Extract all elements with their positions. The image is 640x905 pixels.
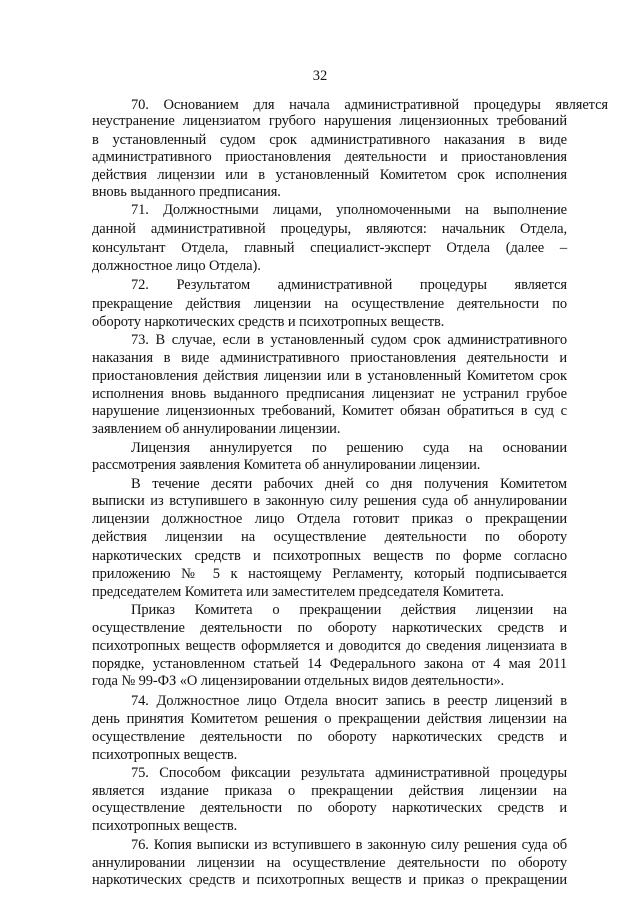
text-line: в установленный судом срок административного наказания в виде [92,131,567,148]
text-line: осуществление деятельности по обороту наркотических средств и [92,800,567,817]
text-line: является издание приказа о прекращении действия лицензии на [92,782,567,799]
text-line: обороту наркотических средств и психотропных веществ. [92,314,445,331]
text-line: приостановления действия лицензии или в установленный Комитетом срок [92,367,567,384]
text-line: 73. В случае, если в установленный судом срок административного [131,332,567,349]
text-line: лицензии должностное лицо Отдела готовит приказ о прекращении [92,511,567,528]
text-line: психотропных веществ оформляется и доводится до сведения лицензиата в [92,637,567,654]
text-line: вновь выданного предписания. [92,184,281,201]
text-line: день принятия Комитетом решения о прекращении действия лицензии на [92,711,567,728]
text-line: осуществление деятельности по обороту наркотических средств и [92,729,567,746]
text-line: исполнения вновь выданного предписания лицензиат не устранил грубое [92,385,567,402]
text-line: наказания в виде административного приостановления деятельности и [92,349,567,366]
text-line: наркотических средств и психотропных веществ и приказ о прекращении [92,872,567,888]
text-line: нарушение лицензионных требований, Комитет обязан обратиться в суд с [92,403,567,420]
text-line: 72. Результатом административной процедуры является [131,276,567,293]
text-line: осуществление деятельности по обороту наркотических средств и [92,620,567,637]
text-line: психотропных веществ. [92,818,238,835]
text-line: председателем Комитета или заместителем председателя Комитета. [92,583,504,600]
text-line: 71. Должностными лицами, уполномоченными на выполнение [131,202,567,219]
page-number: 32 [312,68,328,84]
text-line: В течение десяти рабочих дней со дня получения Комитетом [131,475,567,492]
text-line: наркотических средств и психотропных веществ по форме согласно [92,547,567,564]
text-line: года № 99-ФЗ «О лицензировании отдельных видов деятельности». [92,673,505,690]
text-line: Приказ Комитета о прекращении действия лицензии на [131,602,567,619]
text-line: данной административной процедуры, являются: начальник Отдела, [92,221,567,238]
text-line: 76. Копия выписки из вступившего в законную силу решения суда об [131,836,567,853]
text-line: должностное лицо Отдела). [92,257,261,274]
text-line: 74. Должностное лицо Отдела вносит запись в реестр лицензий в [131,693,567,709]
text-line: выписки из вступившего в законную силу решения суда об аннулировании [92,493,567,510]
text-line: административного приостановления деятельности и приостановления [92,148,567,165]
text-line: прекращение действия лицензии на осуществление деятельности по [92,295,567,312]
text-line: 70. Основанием для начала административной процедуры является [131,97,608,113]
text-line: психотропных веществ. [92,746,238,763]
text-line: порядке, установленном статьей 14 Федерального закона от 4 мая 2011 [92,655,567,672]
text-line: рассмотрения заявления Комитета об аннулировании лицензии. [92,456,481,473]
text-line: консультант Отдела, главный специалист-эксперт Отдела (далее – [92,239,567,256]
text-line: действия лицензии на осуществление деятельности по обороту [92,529,567,546]
text-line: 75. Способом фиксации результата административной процедуры [131,764,567,781]
text-line: действия лицензии или в установленный Комитетом срок исполнения [92,166,567,183]
text-line: аннулировании лицензии на осуществление деятельности по обороту [92,854,567,871]
text-line: заявлением об аннулировании лицензии. [92,421,341,438]
text-line: Лицензия аннулируется по решению суда на основании [131,439,567,456]
text-line: приложению № 5 к настоящему Регламенту, который подписывается [92,565,567,582]
text-line: неустранение лицензиатом грубого нарушения лицензионных требований [92,113,567,130]
